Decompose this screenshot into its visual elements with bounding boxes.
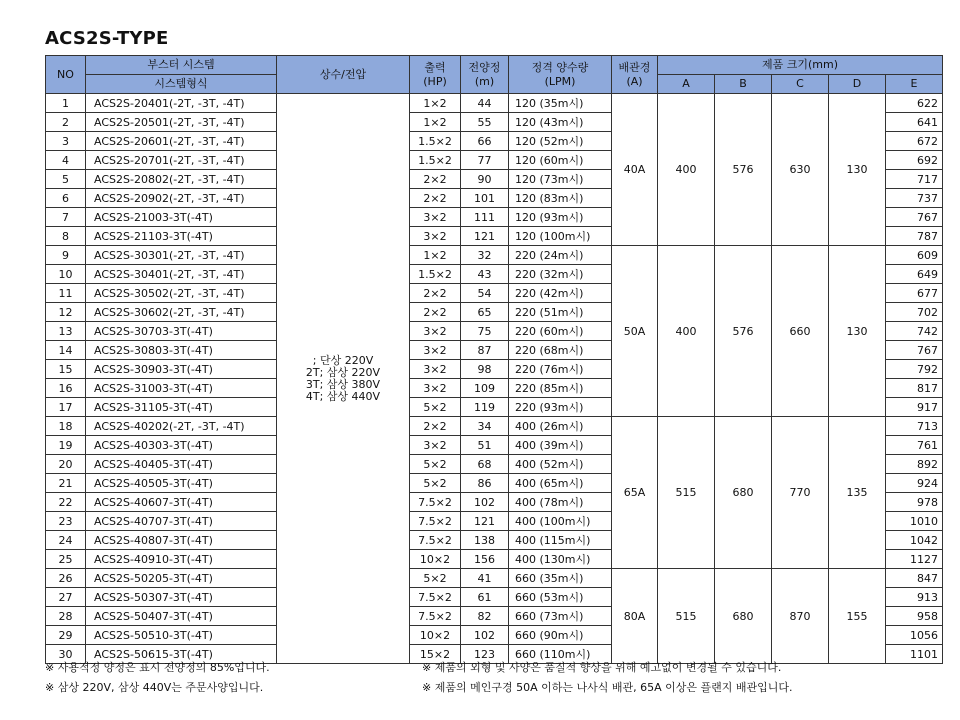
row-size-e: 1010 (886, 512, 943, 531)
row-flow: 400 (65m시) (509, 474, 612, 493)
phase-voltage-line: 3T; 삼상 380V (305, 377, 381, 391)
row-model: ACS2S-30502(-2T, -3T, -4T) (86, 284, 277, 303)
row-model: ACS2S-40707-3T(-4T) (86, 512, 277, 531)
group-size-a: 515 (658, 417, 715, 569)
header-head-unit: (m) (474, 74, 495, 88)
row-no: 20 (46, 455, 86, 474)
row-size-e: 702 (886, 303, 943, 322)
group-size-d: 130 (829, 246, 886, 417)
row-no: 16 (46, 379, 86, 398)
row-no: 19 (46, 436, 86, 455)
group-size-b: 680 (715, 569, 772, 664)
row-model: ACS2S-50615-3T(-4T) (86, 645, 277, 664)
row-flow: 120 (43m시) (509, 113, 612, 132)
group-size-b: 680 (715, 417, 772, 569)
header-no: NO (46, 56, 86, 94)
row-no: 12 (46, 303, 86, 322)
row-model: ACS2S-30903-3T(-4T) (86, 360, 277, 379)
row-size-e: 672 (886, 132, 943, 151)
row-no: 28 (46, 607, 86, 626)
header-col-d: D (829, 75, 886, 94)
row-output: 1.5×2 (410, 151, 461, 170)
spec-table (45, 55, 943, 664)
header-size: 제품 크기(mm) (658, 56, 943, 75)
row-flow: 400 (52m시) (509, 455, 612, 474)
note-piping-type: ※ 제품의 메인구경 50A 이하는 나사식 배관, 65A 이상은 플랜지 배관입니다. (422, 681, 793, 694)
row-no: 13 (46, 322, 86, 341)
row-head: 90 (461, 170, 509, 189)
row-no: 23 (46, 512, 86, 531)
page-title: ACS2S-TYPE (45, 28, 169, 49)
row-flow: 120 (93m시) (509, 208, 612, 227)
header-pipe-unit: (A) (626, 74, 643, 88)
row-model: ACS2S-40505-3T(-4T) (86, 474, 277, 493)
row-size-e: 847 (886, 569, 943, 588)
row-output: 1×2 (410, 94, 461, 113)
row-output: 7.5×2 (410, 607, 461, 626)
row-no: 8 (46, 227, 86, 246)
row-size-e: 1042 (886, 531, 943, 550)
row-no: 30 (46, 645, 86, 664)
row-output: 2×2 (410, 284, 461, 303)
row-model: ACS2S-50510-3T(-4T) (86, 626, 277, 645)
row-output: 3×2 (410, 341, 461, 360)
table-row (46, 94, 943, 113)
row-no: 22 (46, 493, 86, 512)
row-flow: 660 (35m시) (509, 569, 612, 588)
row-model: ACS2S-40303-3T(-4T) (86, 436, 277, 455)
header-flow (509, 56, 612, 94)
group-size-c: 660 (772, 246, 829, 417)
phase-voltage-line: ; 단상 220V (312, 353, 374, 367)
row-flow: 400 (78m시) (509, 493, 612, 512)
row-model: ACS2S-20701(-2T, -3T, -4T) (86, 151, 277, 170)
row-model: ACS2S-50307-3T(-4T) (86, 588, 277, 607)
row-head: 102 (461, 493, 509, 512)
row-output: 3×2 (410, 227, 461, 246)
row-size-e: 677 (886, 284, 943, 303)
group-pipe-size: 50A (612, 246, 658, 417)
row-size-e: 641 (886, 113, 943, 132)
row-flow: 400 (115m시) (509, 531, 612, 550)
row-head: 123 (461, 645, 509, 664)
row-flow: 220 (85m시) (509, 379, 612, 398)
row-head: 121 (461, 512, 509, 531)
header-col-b: B (715, 75, 772, 94)
row-flow: 400 (26m시) (509, 417, 612, 436)
row-model: ACS2S-30401(-2T, -3T, -4T) (86, 265, 277, 284)
row-output: 2×2 (410, 417, 461, 436)
row-no: 9 (46, 246, 86, 265)
note-rated-head: ※ 사용적정 양정은 표시 전양정의 85%입니다. (45, 661, 270, 674)
row-head: 138 (461, 531, 509, 550)
row-size-e: 649 (886, 265, 943, 284)
row-no: 1 (46, 94, 86, 113)
header-pipe (612, 56, 658, 94)
row-head: 121 (461, 227, 509, 246)
row-output: 2×2 (410, 303, 461, 322)
row-flow: 220 (68m시) (509, 341, 612, 360)
group-size-a: 400 (658, 246, 715, 417)
row-size-e: 1127 (886, 550, 943, 569)
header-head (461, 56, 509, 94)
row-model: ACS2S-40910-3T(-4T) (86, 550, 277, 569)
phase-voltage-line: 2T; 삼상 220V (305, 365, 381, 379)
row-size-e: 717 (886, 170, 943, 189)
row-model: ACS2S-20501(-2T, -3T, -4T) (86, 113, 277, 132)
row-size-e: 958 (886, 607, 943, 626)
row-flow: 660 (110m시) (509, 645, 612, 664)
row-size-e: 761 (886, 436, 943, 455)
row-flow: 400 (39m시) (509, 436, 612, 455)
row-head: 109 (461, 379, 509, 398)
row-output: 3×2 (410, 379, 461, 398)
row-model: ACS2S-20601(-2T, -3T, -4T) (86, 132, 277, 151)
row-head: 86 (461, 474, 509, 493)
row-flow: 120 (100m시) (509, 227, 612, 246)
row-flow: 120 (83m시) (509, 189, 612, 208)
row-no: 4 (46, 151, 86, 170)
row-no: 25 (46, 550, 86, 569)
row-size-e: 1101 (886, 645, 943, 664)
table-row (46, 417, 943, 436)
row-flow: 400 (130m시) (509, 550, 612, 569)
row-output: 2×2 (410, 170, 461, 189)
row-output: 1×2 (410, 246, 461, 265)
header-col-e: E (886, 75, 943, 94)
header-output-unit: (HP) (423, 74, 447, 88)
group-size-a: 515 (658, 569, 715, 664)
spec-table-body (46, 94, 943, 664)
row-model: ACS2S-21003-3T(-4T) (86, 208, 277, 227)
row-output: 5×2 (410, 455, 461, 474)
row-output: 5×2 (410, 569, 461, 588)
group-size-d: 135 (829, 417, 886, 569)
table-row (46, 569, 943, 588)
row-no: 5 (46, 170, 86, 189)
row-head: 54 (461, 284, 509, 303)
row-head: 32 (461, 246, 509, 265)
row-flow: 660 (90m시) (509, 626, 612, 645)
group-pipe-size: 65A (612, 417, 658, 569)
row-output: 1×2 (410, 113, 461, 132)
row-flow: 220 (60m시) (509, 322, 612, 341)
row-output: 5×2 (410, 398, 461, 417)
row-size-e: 622 (886, 94, 943, 113)
row-no: 3 (46, 132, 86, 151)
row-head: 66 (461, 132, 509, 151)
row-no: 21 (46, 474, 86, 493)
header-phase-voltage: 상수/전압 (277, 56, 410, 94)
phase-voltage-line: 4T; 삼상 440V (305, 389, 381, 403)
group-size-c: 770 (772, 417, 829, 569)
row-model: ACS2S-30703-3T(-4T) (86, 322, 277, 341)
row-size-e: 913 (886, 588, 943, 607)
row-no: 18 (46, 417, 86, 436)
row-size-e: 917 (886, 398, 943, 417)
row-size-e: 817 (886, 379, 943, 398)
header-output-label: 출력 (424, 60, 446, 74)
row-flow: 220 (32m시) (509, 265, 612, 284)
row-flow: 220 (51m시) (509, 303, 612, 322)
row-head: 41 (461, 569, 509, 588)
row-output: 7.5×2 (410, 531, 461, 550)
row-head: 98 (461, 360, 509, 379)
row-head: 119 (461, 398, 509, 417)
header-col-a: A (658, 75, 715, 94)
group-size-b: 576 (715, 94, 772, 246)
row-model: ACS2S-20401(-2T, -3T, -4T) (86, 94, 277, 113)
row-flow: 220 (42m시) (509, 284, 612, 303)
row-output: 10×2 (410, 626, 461, 645)
row-no: 29 (46, 626, 86, 645)
row-model: ACS2S-40405-3T(-4T) (86, 455, 277, 474)
row-model: ACS2S-50407-3T(-4T) (86, 607, 277, 626)
row-no: 2 (46, 113, 86, 132)
row-size-e: 767 (886, 341, 943, 360)
row-output: 1.5×2 (410, 132, 461, 151)
row-no: 26 (46, 569, 86, 588)
header-booster-system: 부스터 시스템 (86, 56, 277, 75)
group-size-b: 576 (715, 246, 772, 417)
row-no: 24 (46, 531, 86, 550)
row-size-e: 737 (886, 189, 943, 208)
row-output: 2×2 (410, 189, 461, 208)
row-head: 87 (461, 341, 509, 360)
header-col-c: C (772, 75, 829, 94)
row-flow: 220 (24m시) (509, 246, 612, 265)
row-size-e: 609 (886, 246, 943, 265)
row-model: ACS2S-50205-3T(-4T) (86, 569, 277, 588)
row-model: ACS2S-30803-3T(-4T) (86, 341, 277, 360)
header-output (410, 56, 461, 94)
row-no: 11 (46, 284, 86, 303)
row-model: ACS2S-30602(-2T, -3T, -4T) (86, 303, 277, 322)
row-output: 3×2 (410, 436, 461, 455)
row-model: ACS2S-40807-3T(-4T) (86, 531, 277, 550)
row-size-e: 924 (886, 474, 943, 493)
group-size-c: 870 (772, 569, 829, 664)
row-no: 7 (46, 208, 86, 227)
row-head: 101 (461, 189, 509, 208)
row-head: 68 (461, 455, 509, 474)
row-head: 82 (461, 607, 509, 626)
row-no: 6 (46, 189, 86, 208)
header-system-model: 시스템형식 (86, 75, 277, 94)
row-head: 43 (461, 265, 509, 284)
row-output: 3×2 (410, 208, 461, 227)
row-flow: 660 (53m시) (509, 588, 612, 607)
row-output: 1.5×2 (410, 265, 461, 284)
row-head: 156 (461, 550, 509, 569)
header-flow-label: 정격 양수량 (531, 60, 589, 74)
row-flow: 120 (60m시) (509, 151, 612, 170)
group-pipe-size: 40A (612, 94, 658, 246)
group-size-c: 630 (772, 94, 829, 246)
row-head: 102 (461, 626, 509, 645)
row-output: 7.5×2 (410, 588, 461, 607)
row-size-e: 692 (886, 151, 943, 170)
row-size-e: 742 (886, 322, 943, 341)
row-head: 75 (461, 322, 509, 341)
row-flow: 220 (93m시) (509, 398, 612, 417)
row-output: 15×2 (410, 645, 461, 664)
row-model: ACS2S-20902(-2T, -3T, -4T) (86, 189, 277, 208)
row-size-e: 713 (886, 417, 943, 436)
group-size-a: 400 (658, 94, 715, 246)
row-no: 14 (46, 341, 86, 360)
row-size-e: 892 (886, 455, 943, 474)
row-model: ACS2S-21103-3T(-4T) (86, 227, 277, 246)
row-size-e: 978 (886, 493, 943, 512)
row-head: 111 (461, 208, 509, 227)
row-size-e: 787 (886, 227, 943, 246)
header-pipe-label: 배관경 (618, 60, 651, 74)
row-head: 44 (461, 94, 509, 113)
row-output: 7.5×2 (410, 493, 461, 512)
row-model: ACS2S-31105-3T(-4T) (86, 398, 277, 417)
row-output: 3×2 (410, 322, 461, 341)
row-output: 7.5×2 (410, 512, 461, 531)
row-flow: 660 (73m시) (509, 607, 612, 626)
row-flow: 120 (52m시) (509, 132, 612, 151)
row-head: 61 (461, 588, 509, 607)
row-output: 3×2 (410, 360, 461, 379)
row-size-e: 767 (886, 208, 943, 227)
row-no: 10 (46, 265, 86, 284)
row-flow: 120 (73m시) (509, 170, 612, 189)
row-head: 65 (461, 303, 509, 322)
row-model: ACS2S-40607-3T(-4T) (86, 493, 277, 512)
row-flow: 120 (35m시) (509, 94, 612, 113)
row-model: ACS2S-30301(-2T, -3T, -4T) (86, 246, 277, 265)
row-output: 5×2 (410, 474, 461, 493)
row-head: 51 (461, 436, 509, 455)
row-model: ACS2S-20802(-2T, -3T, -4T) (86, 170, 277, 189)
header-head-label: 전양정 (468, 60, 501, 74)
row-output: 10×2 (410, 550, 461, 569)
group-pipe-size: 80A (612, 569, 658, 664)
row-no: 17 (46, 398, 86, 417)
row-size-e: 1056 (886, 626, 943, 645)
header-flow-unit: (LPM) (544, 74, 576, 88)
row-size-e: 792 (886, 360, 943, 379)
row-no: 15 (46, 360, 86, 379)
table-row (46, 246, 943, 265)
row-no: 27 (46, 588, 86, 607)
row-head: 77 (461, 151, 509, 170)
group-size-d: 155 (829, 569, 886, 664)
row-head: 34 (461, 417, 509, 436)
row-head: 55 (461, 113, 509, 132)
group-size-d: 130 (829, 94, 886, 246)
row-model: ACS2S-31003-3T(-4T) (86, 379, 277, 398)
row-flow: 400 (100m시) (509, 512, 612, 531)
row-flow: 220 (76m시) (509, 360, 612, 379)
row-model: ACS2S-40202(-2T, -3T, -4T) (86, 417, 277, 436)
note-change-notice: ※ 제품의 외형 및 사양은 품질적 향상을 위해 예고없이 변경될 수 있습니다. (422, 661, 782, 674)
phase-voltage-cell (277, 94, 410, 664)
note-order-spec: ※ 삼상 220V, 삼상 440V는 주문사양입니다. (45, 681, 264, 694)
